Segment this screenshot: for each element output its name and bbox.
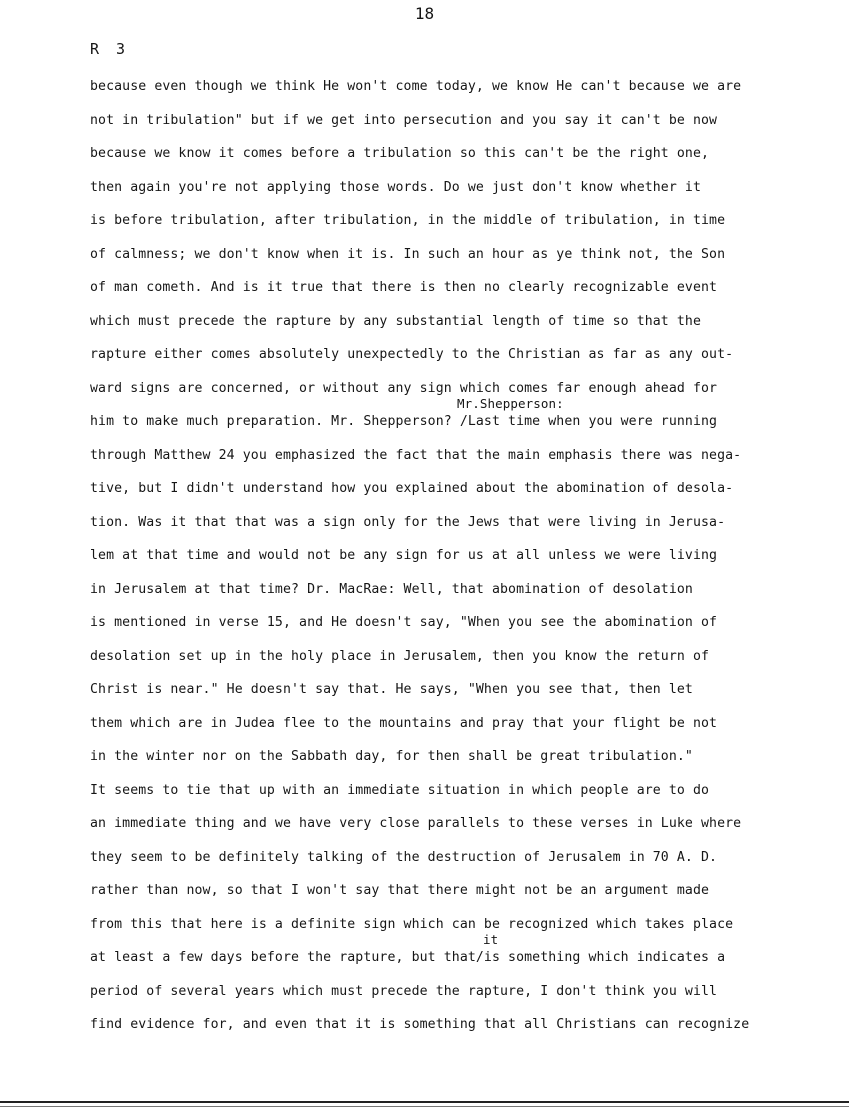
text-line: they seem to be definitely talking of the destruction of Jerusalem in 70 A. D. <box>90 849 718 865</box>
text-line: rapture either comes absolutely unexpectedly to the Christian as far as any out- <box>90 347 734 362</box>
page-bottom-rule-secondary <box>0 1106 849 1107</box>
interlinear-insert-word: it <box>483 932 499 947</box>
text-line: rather than now, so that I won't say that there might not be an argument made <box>90 883 710 898</box>
page-bottom-rule <box>0 1101 849 1103</box>
text-line: find evidence for, and even that it is something that all Christians can recognize <box>90 1017 750 1032</box>
text-line: is mentioned in verse 15, and He doesn't say, "When you see the abomination of <box>90 615 718 630</box>
text-line: period of several years which must precede the rapture, I don't think you will <box>90 983 718 999</box>
page-code: R 3 <box>90 40 130 58</box>
text-line: from this that here is a definite sign which can be recognized which takes place <box>90 916 734 932</box>
text-line: which must precede the rapture by any substantial length of time so that the <box>90 313 702 329</box>
text-line: then again you're not applying those words. Do we just don't know whether it <box>90 179 702 195</box>
text-line: It seems to tie that up with an immediate situation in which people are to do <box>90 782 710 798</box>
text-line: at least a few days before the rapture, but that/is something which indicates a <box>90 950 726 965</box>
page-number: 18 <box>414 4 435 23</box>
text-line: in the winter nor on the Sabbath day, for then shall be great tribulation." <box>90 749 693 764</box>
text-line: of calmness; we don't know when it is. In such an hour as ye think not, the Son <box>90 246 726 262</box>
text-line: is before tribulation, after tribulation, in the middle of tribulation, in time <box>90 213 726 228</box>
text-line: through Matthew 24 you emphasized the fact that the main emphasis there was nega- <box>90 447 742 463</box>
body-text <box>90 74 790 1046</box>
text-line: an immediate thing and we have very close parallels to these verses in Luke where <box>90 816 742 831</box>
text-line: ward signs are concerned, or without any sign which comes far enough ahead for <box>90 380 718 396</box>
text-line: him to make much preparation. Mr. Shepperson? /Last time when you were running <box>90 414 718 429</box>
text-line: not in tribulation" but if we get into persecution and you say it can't be now <box>90 112 718 128</box>
text-line: tive, but I didn't understand how you explained about the abomination of desola- <box>90 481 734 496</box>
interlinear-insert-speaker: Mr.Shepperson: <box>457 396 564 411</box>
text-line: them which are in Judea flee to the mountains and pray that your flight be not <box>90 715 718 731</box>
text-line: desolation set up in the holy place in Jerusalem, then you know the return of <box>90 648 710 664</box>
text-line: of man cometh. And is it true that there is then no clearly recognizable event <box>90 280 718 295</box>
text-line: because even though we think He won't come today, we know He can't because we are <box>90 79 742 94</box>
text-line: lem at that time and would not be any sign for us at all unless we were living <box>90 548 718 563</box>
text-line: tion. Was it that that was a sign only for the Jews that were living in Jerusa- <box>90 514 726 530</box>
text-line: in Jerusalem at that time? Dr. MacRae: Well, that abomination of desolation <box>90 581 693 597</box>
text-line: Christ is near." He doesn't say that. He says, "When you see that, then let <box>90 682 693 697</box>
text-line: because we know it comes before a tribulation so this can't be the right one, <box>90 146 710 161</box>
